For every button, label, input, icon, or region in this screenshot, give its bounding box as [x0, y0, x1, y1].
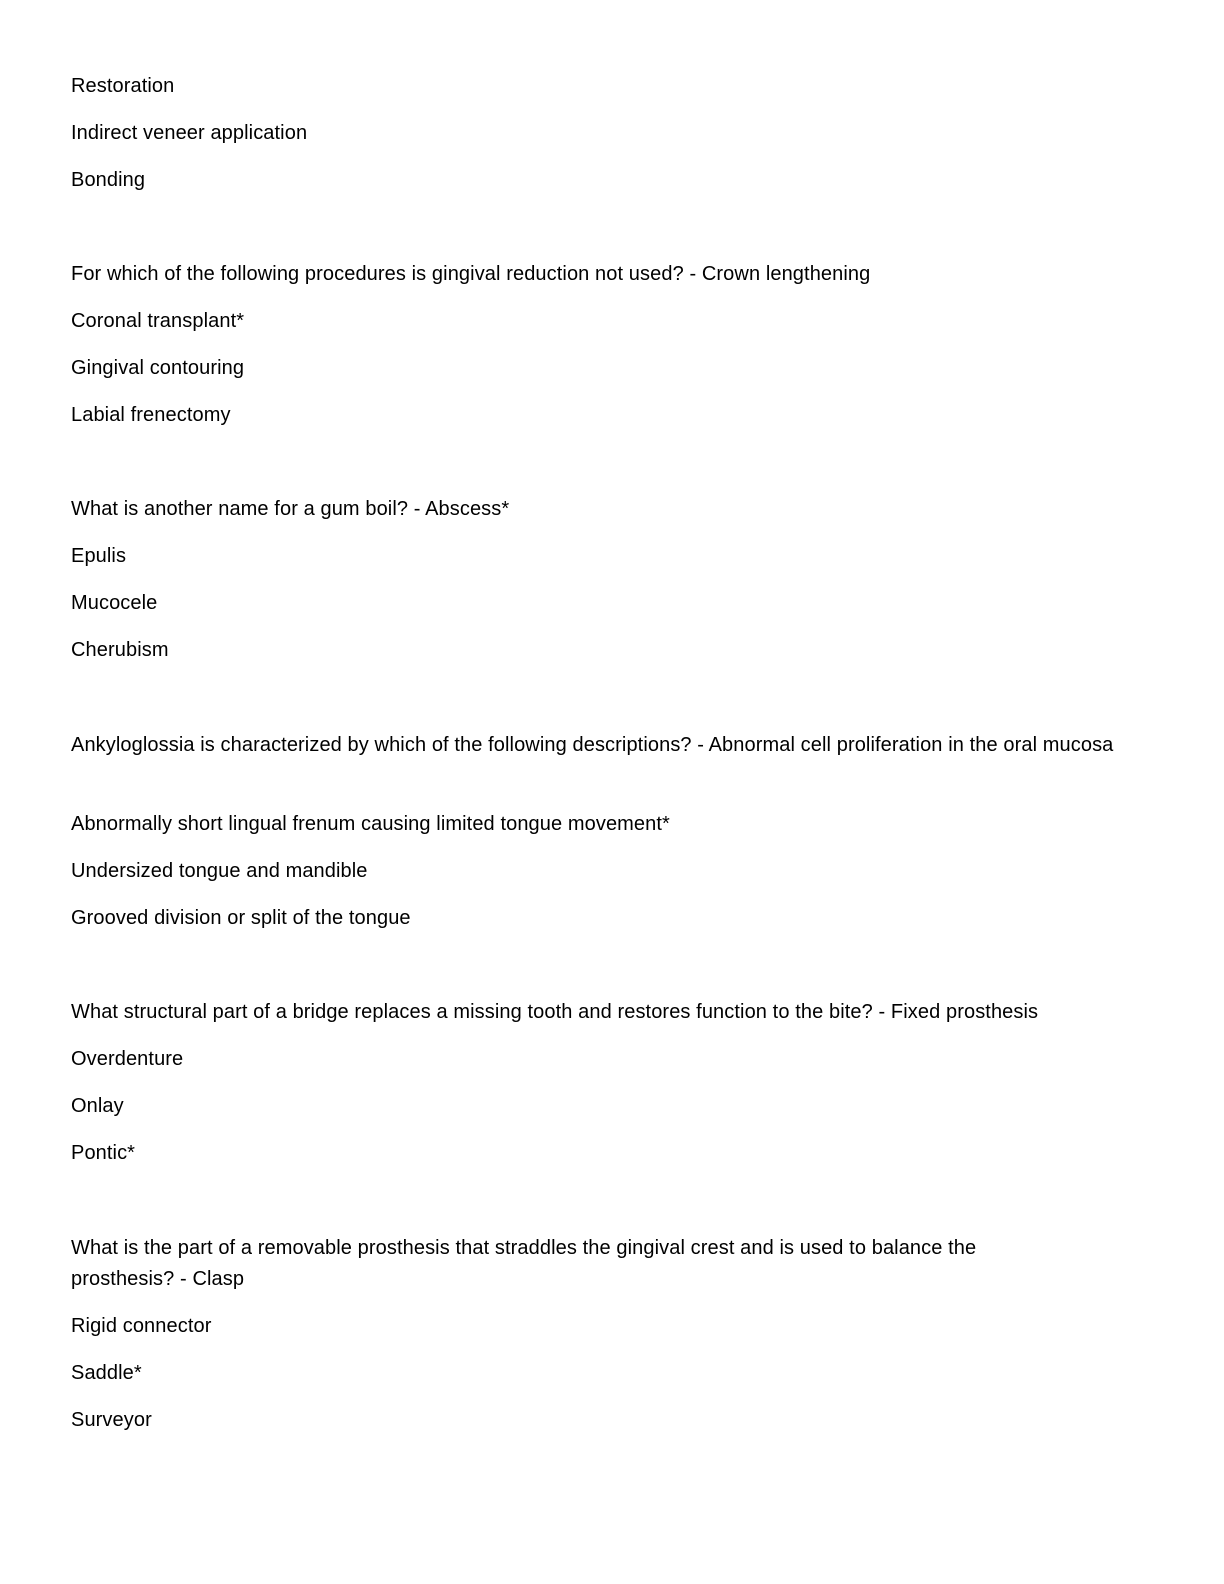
question-text: Ankyloglossia is characterized by which of the following descriptions? - Abnormal cell proliferation in the oral mucosa	[71, 734, 1114, 756]
answer-option: Bonding	[71, 169, 146, 191]
answer-option: Onlay	[71, 1095, 124, 1117]
answer-option: Overdenture	[71, 1048, 184, 1070]
answer-option: Undersized tongue and mandible	[71, 860, 368, 882]
answer-option: Grooved division or split of the tongue	[71, 907, 411, 929]
answer-option: Surveyor	[71, 1409, 152, 1431]
answer-option: Saddle*	[71, 1362, 142, 1384]
answer-option: Labial frenectomy	[71, 404, 231, 426]
answer-option: Indirect veneer application	[71, 122, 308, 144]
answer-option: Rigid connector	[71, 1315, 212, 1337]
question-text: What is another name for a gum boil? - Abscess*	[71, 498, 510, 520]
question-text: For which of the following procedures is gingival reduction not used? - Crown lengthening	[71, 263, 871, 285]
answer-option: Epulis	[71, 545, 127, 567]
answer-option: Restoration	[71, 75, 175, 97]
answer-option: Coronal transplant*	[71, 310, 245, 332]
question-text: What structural part of a bridge replaces a missing tooth and restores function to the bite? - Fixed prosthesis	[71, 1001, 1039, 1023]
answer-option: Gingival contouring	[71, 357, 245, 379]
answer-option: Mucocele	[71, 592, 158, 614]
answer-option: Abnormally short lingual frenum causing limited tongue movement*	[71, 813, 670, 835]
answer-option: Cherubism	[71, 639, 169, 661]
answer-option: Pontic*	[71, 1142, 136, 1164]
question-text: What is the part of a removable prosthesis that straddles the gingival crest and is used to balance the prosthesis? - Clasp	[71, 1237, 977, 1290]
